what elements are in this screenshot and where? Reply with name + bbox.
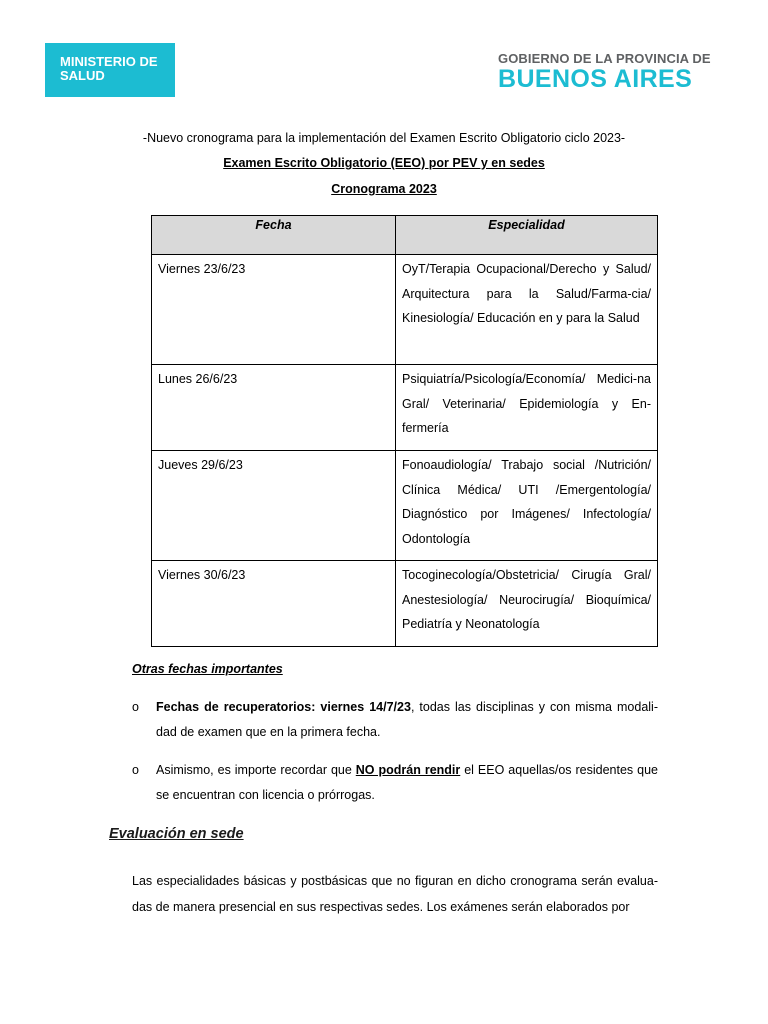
asimismo-post: el EEO aquellas/os residentes que se encuentran con licencia o prórrogas. (156, 763, 659, 802)
table-row (152, 365, 658, 451)
cell-fecha: Jueves 29/6/23 (152, 451, 396, 561)
gobierno-buenos-aires-logo (498, 52, 718, 92)
table-row (152, 255, 658, 365)
ministry-line-2: SALUD (60, 68, 105, 83)
ministry-line-1: MINISTERIO DE (60, 54, 158, 69)
asimismo-pre: Asimismo, es importe recordar que (156, 763, 356, 777)
bullet-mark: o (132, 763, 139, 777)
evaluacion-paragraph: Las especialidades básicas y postbásicas que no figuran en dicho cronograma serán evalua-das de manera presencial en sus respectivas sedes. Los exámenes serán elaborados por (132, 874, 658, 914)
gov-line-2: BUENOS AIRES (498, 65, 693, 93)
bullet-mark: o (132, 700, 139, 714)
cell-fecha: Lunes 26/6/23 (152, 365, 396, 451)
gov-line-1: GOBIERNO DE LA PROVINCIA DE (498, 51, 711, 66)
header-especialidad: Especialidad (396, 216, 658, 255)
bullet-text (156, 758, 658, 808)
ministerio-salud-logo (45, 43, 175, 97)
cell-fecha: Viernes 30/6/23 (152, 561, 396, 647)
cronograma-table (151, 215, 658, 647)
list-item (132, 695, 658, 745)
recuperatorios-detail: , todas las disciplinas y con misma modali-dad de examen que en la primera fecha. (156, 700, 658, 739)
cell-especialidad: OyT/Terapia Ocupacional/Derecho y Salud/ Arquitectura para la Salud/Farma-cia/ Kinesiología/ Educación en y para la Salud (396, 255, 658, 365)
doc-subtitle-text: Examen Escrito Obligatorio (EEO) por PEV y en sedes (223, 156, 545, 170)
otras-fechas-heading: Otras fechas importantes (132, 662, 283, 676)
doc-title (0, 181, 768, 197)
list-item (132, 758, 658, 808)
no-podran-rendir: NO podrán rendir (355, 763, 461, 777)
cell-especialidad: Tocoginecología/Obstetricia/ Cirugía Gral/ Anestesiología/ Neurocirugía/ Bioquímica/ Pediatría y Neonatología (396, 561, 658, 647)
table-row (152, 561, 658, 647)
recuperatorios-date: Fechas de recuperatorios: viernes 14/7/23 (156, 700, 411, 714)
intro-line: -Nuevo cronograma para la implementación del Examen Escrito Obligatorio ciclo 2023- (142, 131, 626, 145)
doc-title-text: Cronograma 2023 (331, 182, 437, 196)
table-row (152, 451, 658, 561)
doc-subtitle (0, 155, 768, 171)
header-fecha: Fecha (152, 216, 396, 255)
table-header-row (152, 216, 658, 255)
evaluacion-sede-heading: Evaluación en sede (109, 826, 244, 842)
cell-especialidad: Fonoaudiología/ Trabajo social /Nutrición/ Clínica Médica/ UTI /Emergentología/ Diagnóstico por Imágenes/ Infectología/ Odontología (396, 451, 658, 561)
cell-especialidad: Psiquiatría/Psicología/Economía/ Medici-na Gral/ Veterinaria/ Epidemiología y En-fermería (396, 365, 658, 451)
bullet-text (156, 695, 658, 745)
cell-fecha: Viernes 23/6/23 (152, 255, 396, 365)
